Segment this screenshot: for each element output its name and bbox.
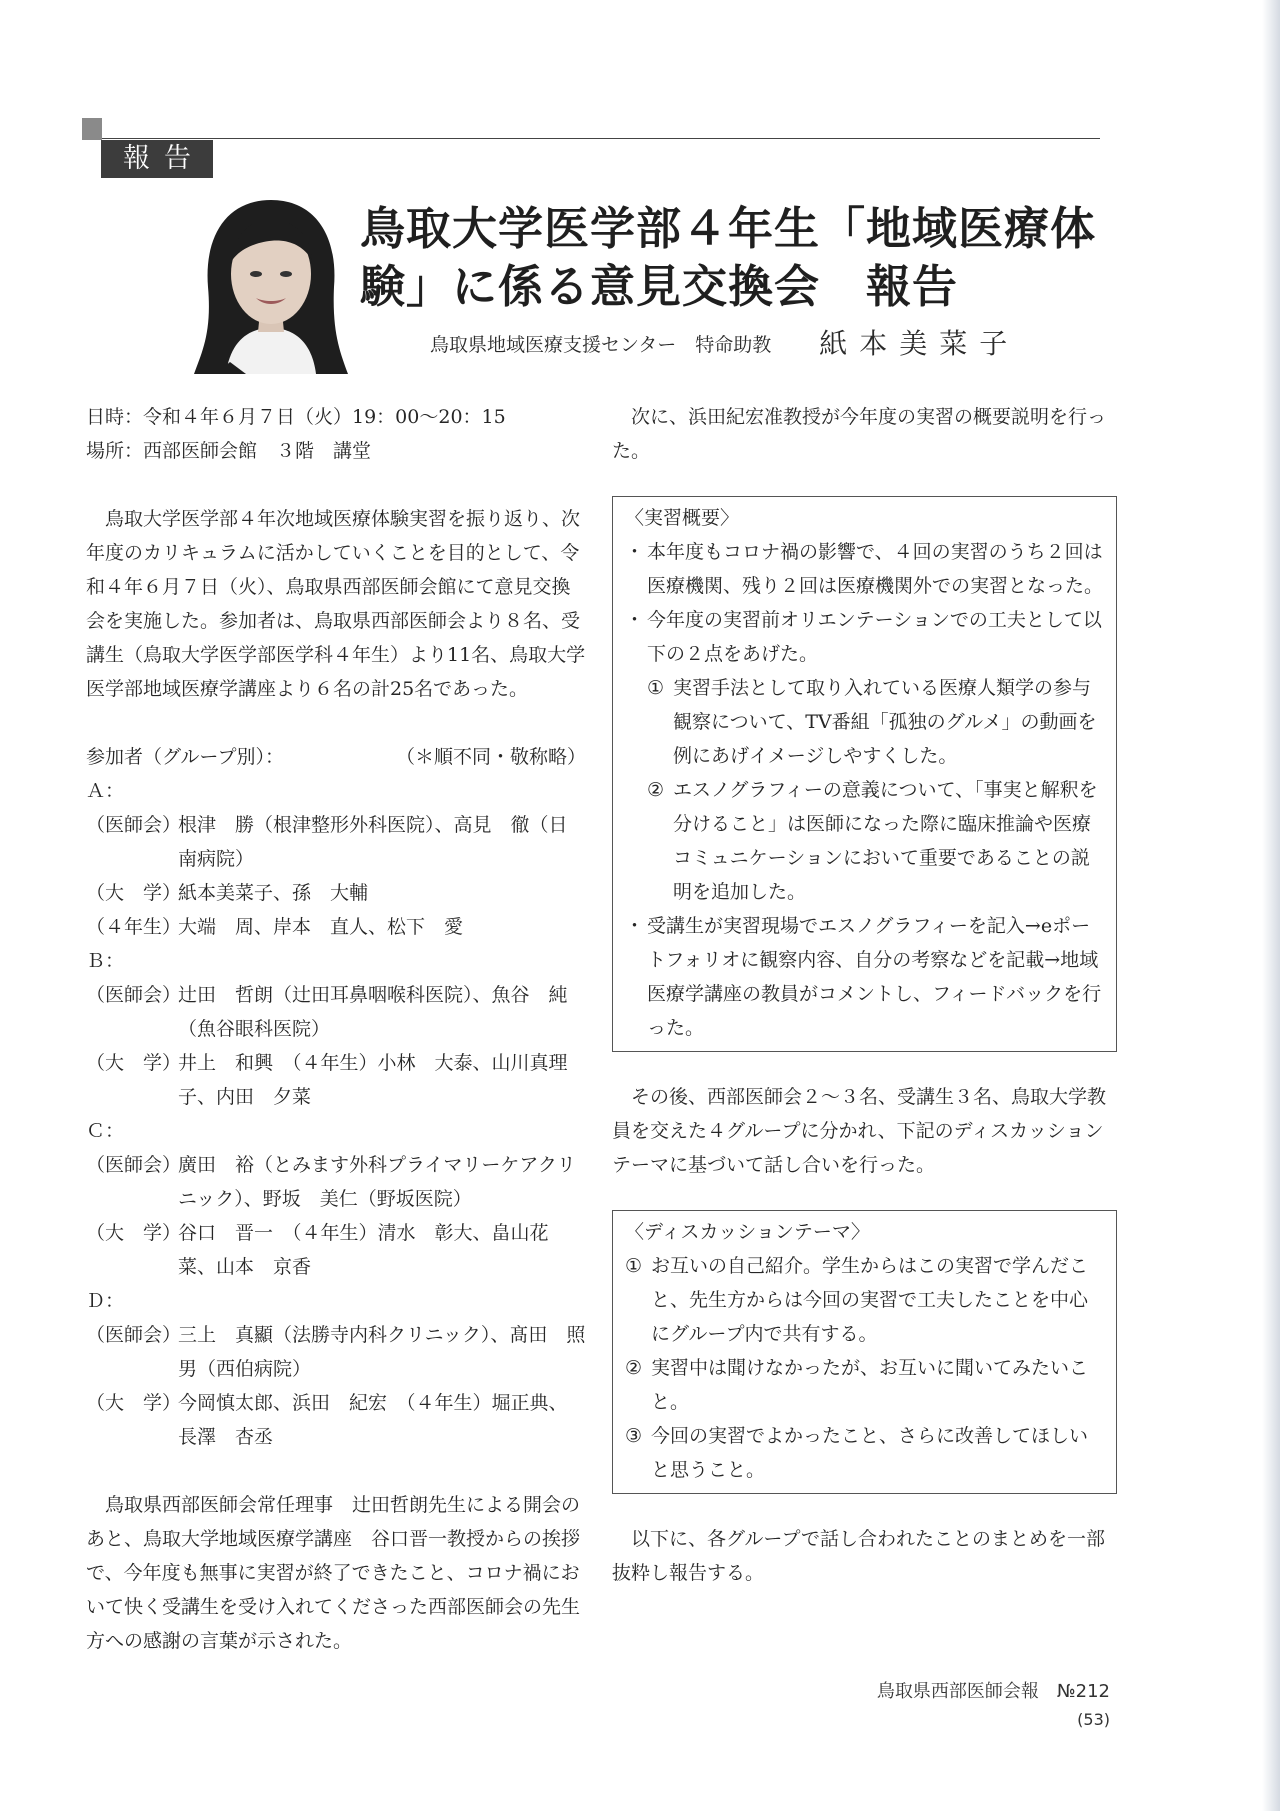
report-badge: 報告 bbox=[101, 140, 213, 178]
participant-role: （医師会） bbox=[86, 1154, 182, 1176]
participant-names: 廣田 裕（とみます外科プライマリーケアクリニック）、野坂 美仁（野坂医院） bbox=[178, 1154, 576, 1210]
subitem-mark: ① bbox=[647, 677, 665, 699]
bullet-text: 今年度の実習前オリエンテーションでの工夫として以下の２点をあげた。 bbox=[647, 609, 1102, 665]
group-d bbox=[86, 1284, 586, 1454]
group-a bbox=[86, 774, 586, 944]
subitem-text: 実習手法として取り入れている医療人類学の参与観察について、TV番組「孤独のグルメ」の動画を例にあげイメージしやすくした。 bbox=[673, 677, 1097, 767]
author-name: 紙本美菜子 bbox=[819, 327, 1020, 360]
section-marker bbox=[82, 118, 102, 140]
bullet-mark: ・ bbox=[625, 609, 645, 631]
theme-mark: ② bbox=[625, 1357, 643, 1379]
participant-role: （大 学） bbox=[86, 1052, 182, 1074]
participant-names: 谷口 晋一 （４年生）清水 彰大、畠山花菜、山本 京香 bbox=[178, 1222, 549, 1278]
theme-mark: ① bbox=[625, 1255, 643, 1277]
page-number: (53) bbox=[1077, 1710, 1110, 1729]
subitem-text: エスノグラフィーの意義について、「事実と解釈を分けること」は医師になった際に臨床推論や医療コミュニケーションにおいて重要であることの説明を追加した。 bbox=[673, 779, 1098, 903]
overview-bullet bbox=[625, 909, 1104, 1045]
participant-heading-label: 参加者（グループ別）： bbox=[86, 746, 284, 768]
theme-item bbox=[625, 1249, 1104, 1351]
participant-row bbox=[86, 808, 586, 876]
author-photo bbox=[186, 192, 356, 374]
participant-list bbox=[86, 740, 586, 1454]
participant-row bbox=[86, 876, 586, 910]
theme-mark: ③ bbox=[625, 1425, 643, 1447]
theme-text: 今回の実習でよかったこと、さらに改善してほしいと思うこと。 bbox=[651, 1425, 1089, 1481]
opening-paragraph: 鳥取県西部医師会常任理事 辻田哲朗先生による開会のあと、鳥取大学地域医療学講座 谷口晋一教授からの挨拶で、今年度も無事に実習が終了できたこと、コロナ禍において快く受講生を受け入れてくださった西部医師会の先生方への感謝の言葉が示された。 bbox=[86, 1494, 581, 1652]
participant-names: 三上 真顯（法勝寺内科クリニック）、髙田 照男（西伯病院） bbox=[178, 1324, 586, 1380]
page-footer bbox=[870, 1678, 1110, 1734]
overview-box bbox=[612, 496, 1117, 1052]
group-label: Ｂ： bbox=[86, 950, 125, 972]
bullet-text: 受講生が実習現場でエスノグラフィーを記入→eポートフォリオに観察内容、自分の考察などを記載→地域医療学講座の教員がコメントし、フィードバックを行った。 bbox=[647, 915, 1102, 1039]
participant-names: 辻田 哲朗（辻田耳鼻咽喉科医院）、魚谷 純（魚谷眼科医院） bbox=[178, 984, 568, 1040]
page-edge-shadow bbox=[1262, 0, 1280, 1811]
bullet-mark: ・ bbox=[625, 915, 645, 937]
group-c bbox=[86, 1114, 586, 1284]
subitem-mark: ② bbox=[647, 779, 665, 801]
group-label: Ｄ： bbox=[86, 1290, 125, 1312]
participant-names: 今岡慎太郎、浜田 紀宏 （４年生）堀正典、長澤 杏丞 bbox=[178, 1392, 568, 1448]
participant-row bbox=[86, 1386, 586, 1454]
theme-text: お互いの自己紹介。学生からはこの実習で学んだこと、先生方からは今回の実習で工夫したことを中心にグループ内で共有する。 bbox=[651, 1255, 1089, 1345]
participant-names: 井上 和興 （４年生）小林 大泰、山川真理子、内田 夕菜 bbox=[178, 1052, 568, 1108]
participant-row bbox=[86, 910, 586, 944]
theme-text: 実習中は聞けなかったが、お互いに聞いてみたいこと。 bbox=[651, 1357, 1089, 1413]
participant-role: （医師会） bbox=[86, 984, 182, 1006]
overview-box-title: 〈実習概要〉 bbox=[625, 507, 740, 529]
article-title: 鳥取大学医学部４年生「地域医療体験」に係る意見交換会 報告 bbox=[360, 202, 1097, 313]
themes-box bbox=[612, 1210, 1117, 1494]
group-label: Ａ： bbox=[86, 780, 125, 802]
participant-role: （４年生） bbox=[86, 916, 182, 938]
participant-role: （大 学） bbox=[86, 1222, 182, 1244]
journal-name: 鳥取県西部医師会報 №212 bbox=[876, 1681, 1110, 1702]
participant-names: 大端 周、岸本 直人、松下 愛 bbox=[178, 916, 464, 938]
participant-names: 紙本美菜子、孫 大輔 bbox=[178, 882, 369, 904]
group-split-paragraph: その後、西部医師会２～３名、受講生３名、鳥取大学教員を交えた４グループに分かれ、下記のディスカッションテーマに基づいて話し合いを行った。 bbox=[612, 1086, 1107, 1176]
overview-bullet bbox=[625, 603, 1104, 671]
participant-heading bbox=[86, 740, 586, 774]
theme-item bbox=[625, 1419, 1104, 1487]
participant-role: （大 学） bbox=[86, 882, 182, 904]
bullet-text: 本年度もコロナ禍の影響で、４回の実習のうち２回は医療機関、残り２回は医療機関外での実習となった。 bbox=[647, 541, 1104, 597]
participant-role: （大 学） bbox=[86, 1392, 182, 1414]
intro-paragraph: 鳥取大学医学部４年次地域医療体験実習を振り返り、次年度のカリキュラムに活かしていくことを目的として、令和４年６月７日（火）、鳥取県西部医師会館にて意見交換会を実施した。参加者は、鳥取県西部医師会より８名、受講生（鳥取大学医学部医学科４年生）より11名、鳥取大学医学部地域医療学講座より６名の計25名であった。 bbox=[86, 508, 586, 700]
theme-item bbox=[625, 1351, 1104, 1419]
bullet-mark: ・ bbox=[625, 541, 645, 563]
participant-row bbox=[86, 1148, 586, 1216]
overview-bullet bbox=[625, 535, 1104, 603]
closing-paragraph: 以下に、各グループで話し合われたことのまとめを一部抜粋し報告する。 bbox=[612, 1528, 1106, 1584]
author-line bbox=[430, 328, 1110, 361]
right-column bbox=[612, 400, 1117, 1590]
portrait-illustration bbox=[186, 192, 356, 374]
meeting-place: 場所：西部医師会館 ３階 講堂 bbox=[86, 440, 372, 462]
group-label: Ｃ： bbox=[86, 1120, 125, 1142]
participant-role: （医師会） bbox=[86, 1324, 182, 1346]
participant-row bbox=[86, 978, 586, 1046]
left-column bbox=[86, 400, 586, 1658]
participant-row bbox=[86, 1318, 586, 1386]
participant-role: （医師会） bbox=[86, 814, 182, 836]
overview-subitem bbox=[647, 773, 1104, 909]
overview-subitem bbox=[647, 671, 1104, 773]
participant-row bbox=[86, 1046, 586, 1114]
author-affiliation: 鳥取県地域医療支援センター 特命助教 bbox=[430, 334, 772, 356]
themes-box-title: 〈ディスカッションテーマ〉 bbox=[625, 1221, 870, 1243]
group-b bbox=[86, 944, 586, 1114]
header-rule bbox=[102, 138, 1100, 139]
overview-intro-paragraph: 次に、浜田紀宏准教授が今年度の実習の概要説明を行った。 bbox=[612, 406, 1107, 462]
meeting-datetime: 日時：令和４年６月７日（火）19：00～20：15 bbox=[86, 406, 506, 428]
participant-names: 根津 勝（根津整形外科医院）、高見 徹（日南病院） bbox=[178, 814, 568, 870]
participant-note: （＊順不同・敬称略） bbox=[395, 746, 586, 768]
participant-row bbox=[86, 1216, 586, 1284]
